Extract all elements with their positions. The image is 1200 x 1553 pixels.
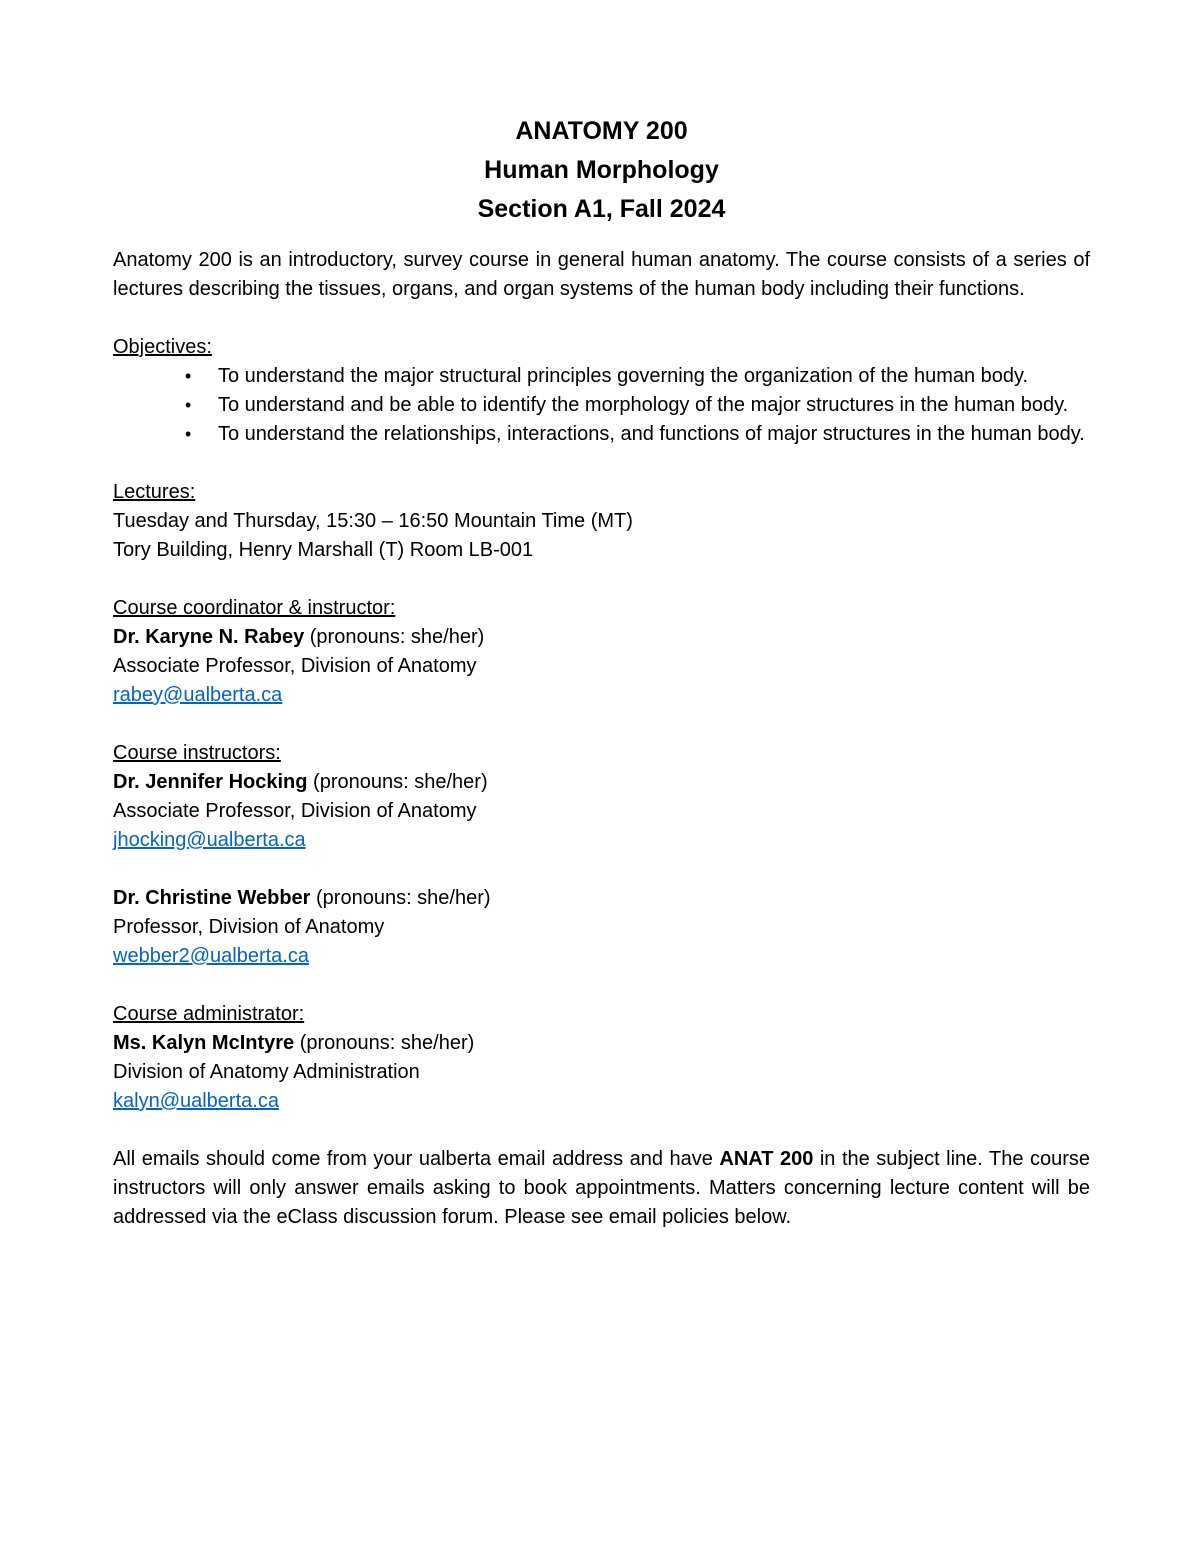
instructor-name-line: [113, 768, 1090, 797]
spacer: [113, 855, 1090, 884]
coordinator-email-link[interactable]: rabey@ualberta.ca: [113, 684, 283, 706]
instructor-email-link[interactable]: webber2@ualberta.ca: [113, 945, 309, 967]
list-item: [113, 420, 1090, 449]
coordinator-pronouns: (pronouns: she/her): [304, 626, 485, 648]
instructor-name: Dr. Christine Webber: [113, 887, 311, 909]
administrator-pronouns: (pronouns: she/her): [294, 1032, 475, 1054]
instructor-pronouns: (pronouns: she/her): [307, 771, 488, 793]
objectives-list: [113, 362, 1090, 449]
instructor-title: Associate Professor, Division of Anatomy: [113, 800, 477, 822]
lecture-location: Tory Building, Henry Marshall (T) Room LB-001: [113, 539, 534, 561]
bullet-icon: •: [185, 395, 192, 415]
spacer: [113, 710, 1090, 739]
instructor-title: Professor, Division of Anatomy: [113, 916, 385, 938]
course-code: ANATOMY 200: [515, 117, 688, 145]
email-note-part: in the subject line. The course instructors will only answer emails asking to book appointments. Matters concerning lecture content will be addressed via the eClass discussion forum. Please see email policies below.: [113, 1148, 1090, 1228]
administrator-email-link[interactable]: kalyn@ualberta.ca: [113, 1090, 279, 1112]
objectives-heading: Objectives:: [113, 336, 212, 358]
coordinator-name: Dr. Karyne N. Rabey: [113, 626, 305, 648]
course-title-block: [113, 112, 1090, 229]
course-section: Section A1, Fall 2024: [477, 195, 726, 223]
objective-text: To understand the major structural principles governing the organization of the human body.: [218, 365, 1029, 387]
instructor-email-link[interactable]: jhocking@ualberta.ca: [113, 829, 306, 851]
spacer: [113, 449, 1090, 478]
document-page: [113, 112, 1090, 1232]
instructor-pronouns: (pronouns: she/her): [310, 887, 491, 909]
bullet-icon: •: [185, 424, 192, 444]
course-description: Anatomy 200 is an introductory, survey course in general human anatomy. The course consists of a series of lectures describing the tissues, organs, and organ systems of the human body including their functions.: [113, 249, 1090, 300]
instructor-name-line: [113, 884, 1090, 913]
administrator-name-line: [113, 1029, 1090, 1058]
administrator-name: Ms. Kalyn McIntyre: [113, 1032, 295, 1054]
objective-text: To understand the relationships, interactions, and functions of major structures in the human body.: [218, 423, 1085, 445]
coordinator-name-line: [113, 623, 1090, 652]
objective-text: To understand and be able to identify the morphology of the major structures in the human body.: [218, 394, 1069, 416]
lecture-time: Tuesday and Thursday, 15:30 – 16:50 Mountain Time (MT): [113, 510, 633, 532]
spacer: [113, 971, 1090, 1000]
coordinator-title: Associate Professor, Division of Anatomy: [113, 655, 477, 677]
email-note-part: All emails should come from your ualberta email address and have: [113, 1148, 720, 1170]
bullet-icon: •: [185, 366, 192, 386]
subject-code: ANAT 200: [719, 1148, 814, 1170]
administrator-heading: Course administrator:: [113, 1003, 305, 1025]
lectures-heading: Lectures:: [113, 481, 196, 503]
administrator-title: Division of Anatomy Administration: [113, 1061, 420, 1083]
course-name: Human Morphology: [484, 156, 719, 184]
coordinator-heading: Course coordinator & instructor:: [113, 597, 396, 619]
instructor-name: Dr. Jennifer Hocking: [113, 771, 308, 793]
email-policy-note: [113, 1145, 1090, 1232]
list-item: [113, 362, 1090, 391]
spacer: [113, 304, 1090, 333]
instructors-heading: Course instructors:: [113, 742, 281, 764]
list-item: [113, 391, 1090, 420]
spacer: [113, 1116, 1090, 1145]
spacer: [113, 565, 1090, 594]
